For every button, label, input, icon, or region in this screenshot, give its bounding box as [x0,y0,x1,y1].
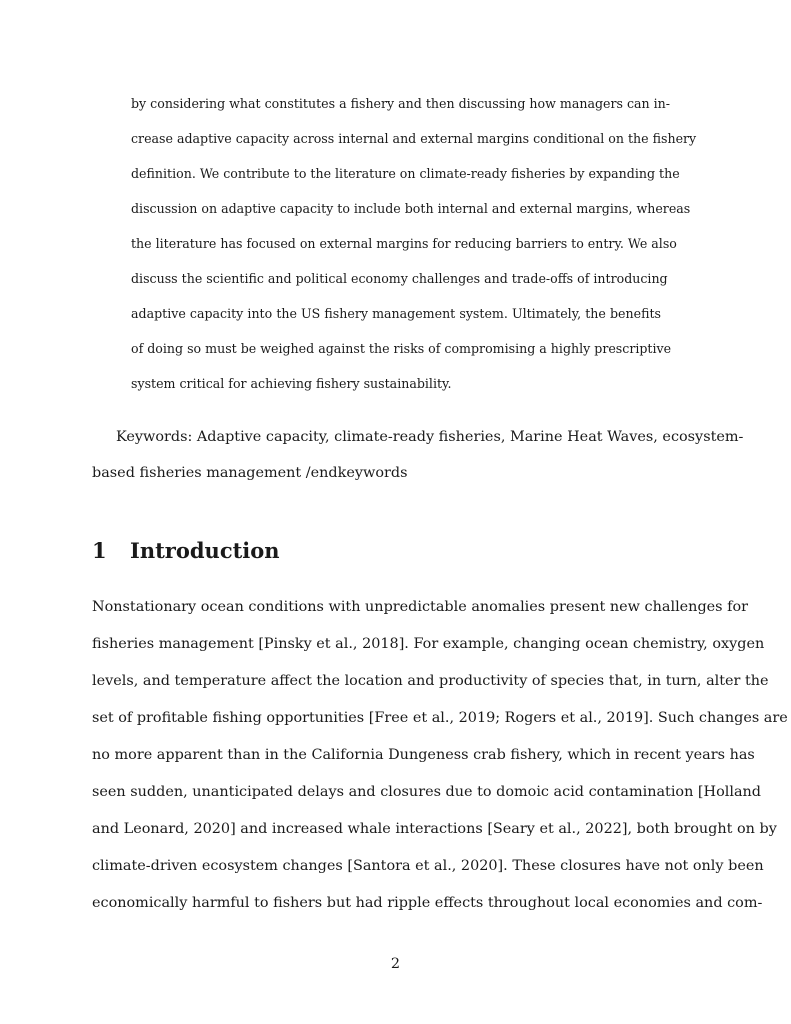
body-line: fisheries management [Pinsky et al., 2018]. For example, changing ocean chemistry, oxygen [92,636,765,652]
section-title: Introduction [130,538,280,563]
keywords-line: Keywords: Adaptive capacity, climate-ready fisheries, Marine Heat Waves, ecosystem- [116,429,744,445]
abstract-line: by considering what constitutes a fishery and then discussing how managers can in- [131,96,671,111]
body-line: economically harmful to fishers but had ripple effects throughout local economies and com- [92,895,763,911]
body-line: levels, and temperature affect the location and productivity of species that, in turn, alter the [92,673,769,689]
body-line: seen sudden, unanticipated delays and closures due to domoic acid contamination [Holland [92,784,762,800]
section-number: 1 [92,538,107,563]
body-line: Nonstationary ocean conditions with unpredictable anomalies present new challenges for [92,599,749,615]
abstract-line: definition. We contribute to the literature on climate-ready fisheries by expanding the [131,166,680,181]
section-heading [92,538,280,563]
body-line: climate-driven ecosystem changes [Santora et al., 2020]. These closures have not only been [92,858,764,874]
body-line: set of profitable fishing opportunities [Free et al., 2019; Rogers et al., 2019]. Such changes are [92,710,788,726]
page-number: 2 [390,956,401,972]
body-line: no more apparent than in the California Dungeness crab fishery, which in recent years has [92,747,755,763]
abstract-line: the literature has focused on external margins for reducing barriers to entry. We also [131,236,677,251]
abstract-line: discuss the scientific and political economy challenges and trade-offs of introducing [131,271,668,286]
abstract-line: of doing so must be weighed against the risks of compromising a highly prescriptive [131,341,672,356]
abstract-line: system critical for achieving fishery sustainability. [131,376,452,391]
abstract-line: crease adaptive capacity across internal and external margins conditional on the fishery [131,131,697,146]
abstract-line: adaptive capacity into the US fishery management system. Ultimately, the benefits [131,306,661,321]
abstract-line: discussion on adaptive capacity to include both internal and external margins, whereas [131,201,691,216]
body-line: and Leonard, 2020] and increased whale interactions [Seary et al., 2022], both brought on by [92,821,777,837]
keywords-line: based fisheries management /endkeywords [92,465,408,481]
